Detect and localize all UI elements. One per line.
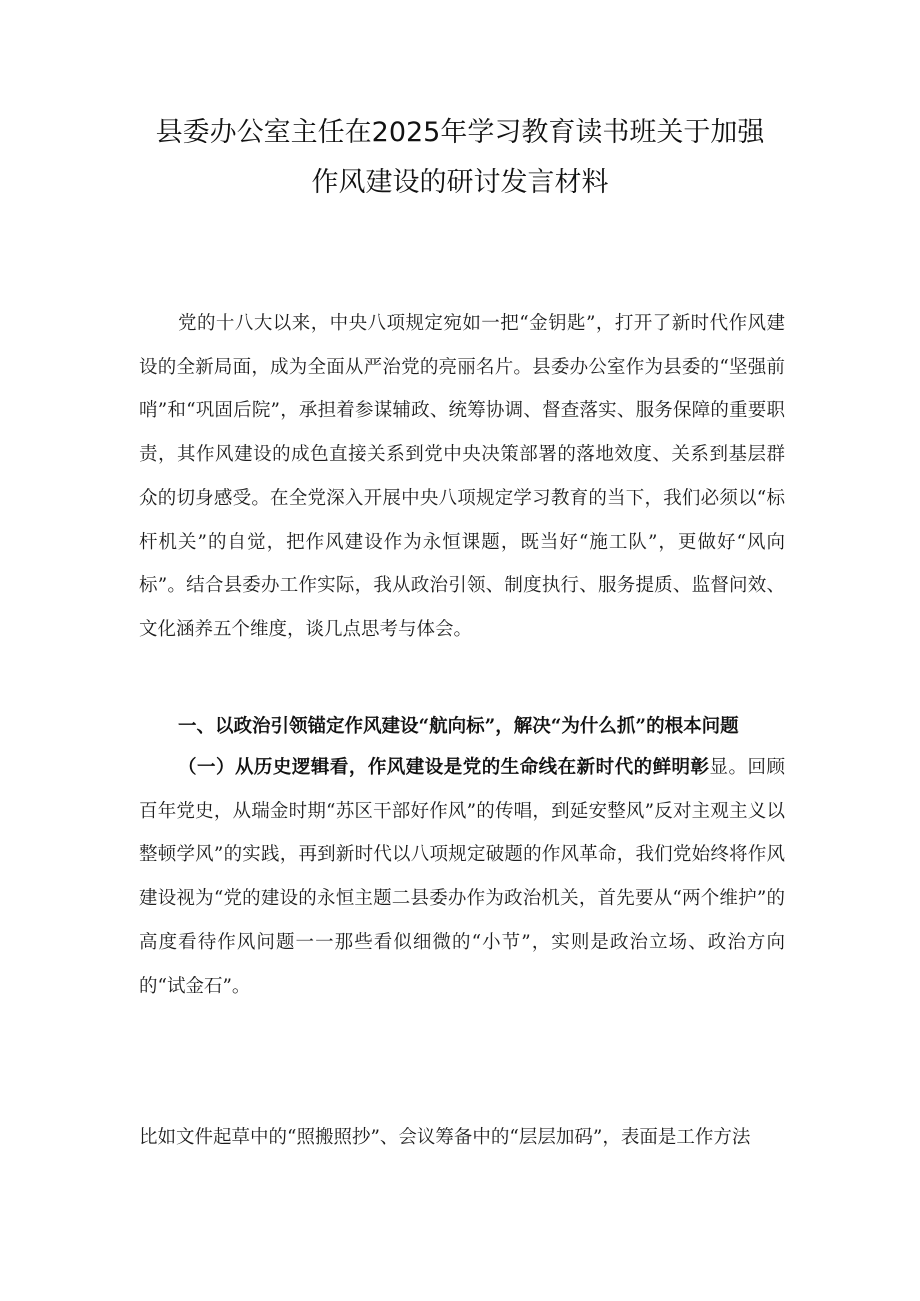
intro-paragraph: 党的十八大以来，中央八项规定宛如一把“金钥匙”，打开了新时代作风建设的全新局面，成为全面从严治党的亮丽名片。县委办公室作为县委的“坚强前哨”和“巩固后院”，承担着参谋辅政、统筹协调、督查落实、服务保障的重要职责，其作风建设的成色直接关系到党中央决策部署的落地效度、关系到基层群众的切身感受。在全党深入开展中央八项规定学习教育的当下，我们必须以“标杆机关”的自觉，把作风建设作为永恒课题，既当好“施工队”，更做好“风向标”。结合县委办工作实际，我从政治引领、制度执行、服务提质、监督问效、文化涵养五个维度，谈几点思考与体会。 xyxy=(139,313,785,640)
section-heading-1: 一、以政治引领锚定作风建设“航向标”，解决“为什么抓”的根本问题 xyxy=(178,716,739,737)
subsection-body-1: 显。回顾百年党史，从瑞金时期“苏区干部好作风”的传唱，到延安整风”反对主观主义以整顿学风”的实践，再到新时代以八项规定破题的作风革命，我们党始终将作风建设视为“党的建设的永恒主题二县委办作为政治机关，首先要从“两个维护”的高度看待作风问题一一那些看似细微的“小节”，实则是政治立场、政治方向的“试金石”。 xyxy=(139,757,785,997)
subsection-heading-1: （一）从历史逻辑看，作风建设是党的生命线在新时代的鲜明彰 xyxy=(178,757,710,778)
document-title-line-1: 县委办公室主任在2025年学习教育读书班关于加强 xyxy=(155,117,765,148)
document-title-line-2: 作风建设的研讨发言材料 xyxy=(311,167,609,198)
subsection-paragraph-1 xyxy=(139,746,785,1008)
body-paragraph-3: 比如文件起草中的“照搬照抄”、会议筹备中的“层层加码”，表面是工作方法 xyxy=(139,1127,751,1148)
